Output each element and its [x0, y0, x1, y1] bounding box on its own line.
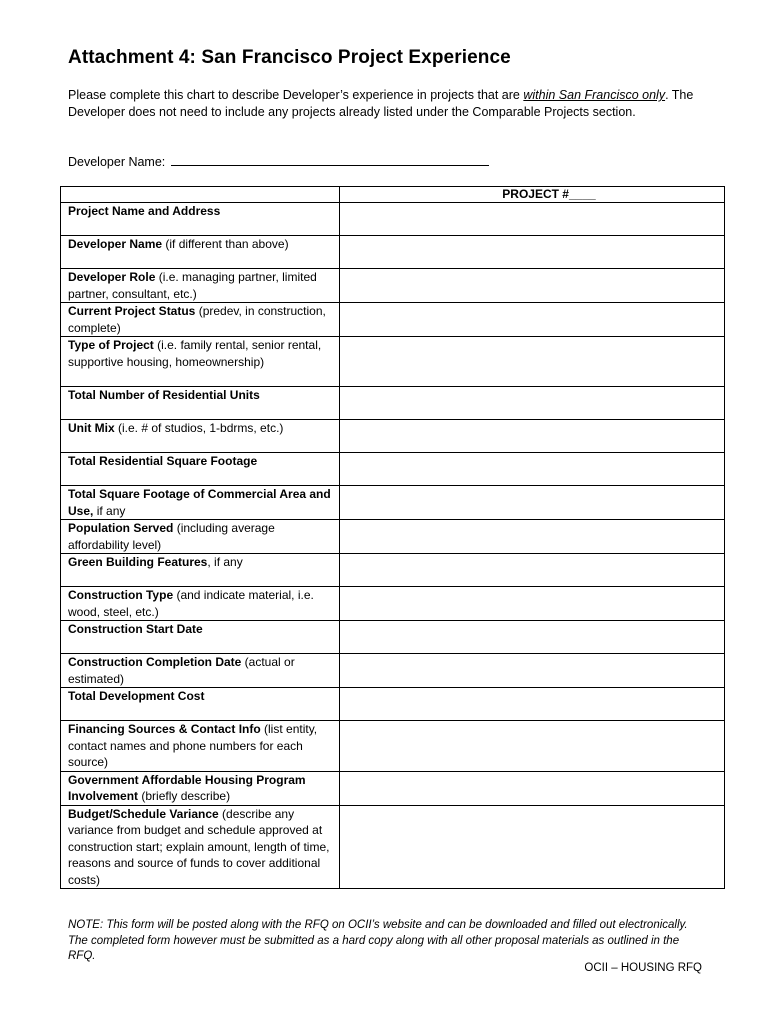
row-label-detail: (and indicate material, i.e. wood, steel, etc.) — [68, 588, 314, 619]
row-label — [61, 486, 340, 520]
row-label-bold: Current Project Status — [68, 304, 196, 318]
row-label — [61, 337, 340, 387]
footer-label: OCII – HOUSING RFQ — [584, 962, 702, 974]
row-label-bold: Construction Completion Date — [68, 655, 242, 669]
intro-paragraph — [68, 87, 708, 120]
row-label-bold: Type of Project — [68, 338, 154, 352]
row-value-cell[interactable] — [340, 805, 725, 889]
row-label-bold: Total Number of Residential Units — [68, 388, 260, 402]
row-value-cell[interactable] — [340, 303, 725, 337]
row-label — [61, 554, 340, 587]
form-note: NOTE: This form will be posted along with the RFQ on OCII’s website and can be downloaded and filled out electronically. The completed form however must be submitted as a hard copy along with all other proposal materials as outlined in the RFQ. — [68, 919, 688, 962]
row-label-bold: Budget/Schedule Variance — [68, 806, 219, 821]
row-label-detail: (describe any variance from budget and schedule approved at construction start; explain amount, length of time, reasons and source of funds to cover additional costs) — [68, 806, 330, 887]
row-label-detail: (predev, in construction, complete) — [68, 304, 326, 335]
row-label-bold: Unit Mix — [68, 421, 115, 435]
table-row — [61, 771, 725, 805]
intro-text-1: Please complete this chart to describe Developer’s experience in projects that are — [68, 88, 524, 102]
table-header-row — [61, 187, 725, 203]
row-label — [61, 621, 340, 654]
table-row — [61, 236, 725, 269]
table-row — [61, 587, 725, 621]
row-label-bold: Project Name and Address — [68, 204, 221, 218]
row-label — [61, 236, 340, 269]
row-label — [61, 269, 340, 303]
row-label — [61, 387, 340, 420]
row-label-bold: Total Square Footage of Commercial Area and Use, — [68, 487, 331, 518]
row-value-cell[interactable] — [340, 269, 725, 303]
row-label — [61, 303, 340, 337]
row-label — [61, 654, 340, 688]
row-label — [61, 771, 340, 805]
row-value-cell[interactable] — [340, 203, 725, 236]
row-label — [61, 453, 340, 486]
table-row — [61, 420, 725, 453]
row-value-cell[interactable] — [340, 771, 725, 805]
row-label — [61, 587, 340, 621]
row-label-bold: Government Affordable Housing Program Involvement — [68, 772, 306, 803]
row-value-cell[interactable] — [340, 420, 725, 453]
row-label-bold: Total Residential Square Footage — [68, 454, 258, 468]
row-label-detail: (if different than above) — [162, 237, 289, 251]
header-blank-cell — [61, 187, 340, 203]
row-value-cell[interactable] — [340, 387, 725, 420]
developer-name-row — [68, 152, 489, 170]
intro-emphasis: within San Francisco only — [523, 88, 666, 102]
project-experience-table — [60, 186, 725, 889]
intro-text-2: . The Developer does not need to include any projects already listed under the Comparable Projects section. — [68, 88, 694, 119]
table-row — [61, 805, 725, 889]
table-row — [61, 453, 725, 486]
row-label-detail: (briefly describe) — [138, 789, 231, 803]
table-row — [61, 203, 725, 236]
developer-name-field[interactable] — [171, 152, 489, 166]
table-row — [61, 654, 725, 688]
row-label — [61, 805, 340, 889]
row-label-detail: (i.e. # of studios, 1-bdrms, etc.) — [114, 421, 284, 435]
table-row — [61, 303, 725, 337]
row-value-cell[interactable] — [340, 587, 725, 621]
row-value-cell[interactable] — [340, 554, 725, 587]
table-row — [61, 520, 725, 554]
row-label-detail: (including average affordability level) — [68, 521, 275, 552]
row-label-bold: Green Building Features — [68, 555, 208, 569]
row-value-cell[interactable] — [340, 486, 725, 520]
row-label-detail: , if any — [207, 555, 243, 569]
row-value-cell[interactable] — [340, 721, 725, 772]
row-value-cell[interactable] — [340, 337, 725, 387]
row-label-detail: (list entity, contact names and phone numbers for each source) — [68, 722, 318, 769]
row-label-detail: (i.e. family rental, senior rental, supportive housing, homeownership) — [68, 338, 322, 369]
row-value-cell[interactable] — [340, 520, 725, 554]
row-label — [61, 688, 340, 721]
table-row — [61, 337, 725, 387]
row-label-bold: Population Served — [68, 521, 174, 535]
row-label-bold: Financing Sources & Contact Info — [68, 722, 261, 736]
row-label — [61, 721, 340, 772]
row-label — [61, 420, 340, 453]
row-label — [61, 203, 340, 236]
page-title: Attachment 4: San Francisco Project Experience — [68, 47, 511, 68]
table-row — [61, 721, 725, 772]
table-row — [61, 554, 725, 587]
row-value-cell[interactable] — [340, 688, 725, 721]
row-label-detail: (i.e. managing partner, limited partner, consultant, etc.) — [68, 270, 317, 301]
row-label-bold: Construction Type — [68, 588, 174, 602]
row-value-cell[interactable] — [340, 453, 725, 486]
row-label-bold: Developer Role — [68, 270, 156, 284]
table-row — [61, 269, 725, 303]
project-number-header: PROJECT #____ — [340, 187, 725, 203]
table-row — [61, 621, 725, 654]
row-label-bold: Developer Name — [68, 237, 163, 251]
row-value-cell[interactable] — [340, 236, 725, 269]
table-row — [61, 387, 725, 420]
row-label-bold: Construction Start Date — [68, 622, 203, 636]
row-label-bold: Total Development Cost — [68, 689, 205, 703]
row-value-cell[interactable] — [340, 654, 725, 688]
table-row — [61, 486, 725, 520]
row-label — [61, 520, 340, 554]
developer-name-label: Developer Name: — [68, 155, 166, 169]
table-row — [61, 688, 725, 721]
row-label-detail: (actual or estimated) — [68, 655, 295, 686]
row-value-cell[interactable] — [340, 621, 725, 654]
row-label-detail: if any — [93, 503, 126, 518]
